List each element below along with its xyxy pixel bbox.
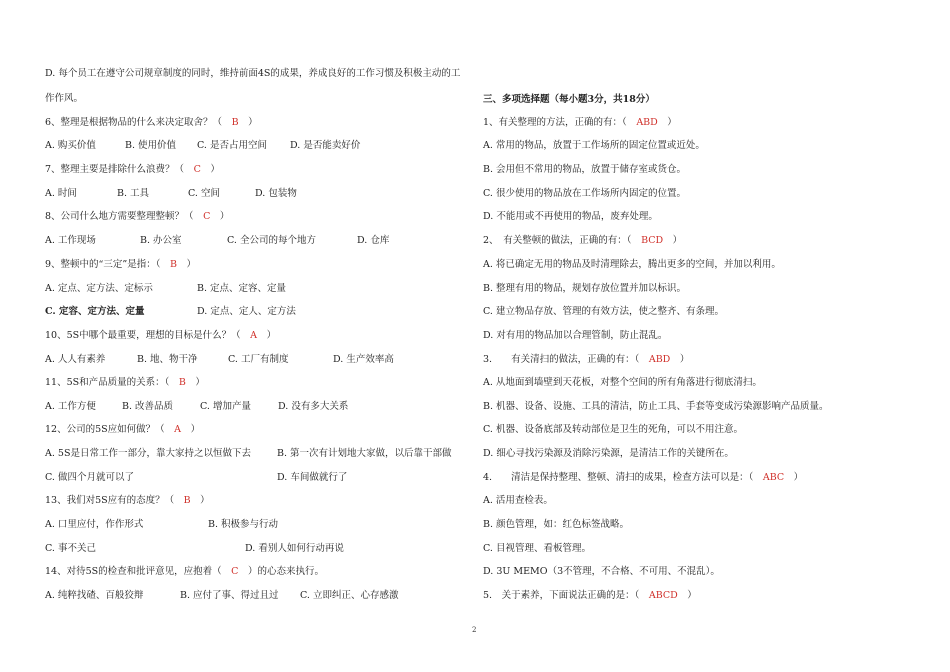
answer: ABD xyxy=(636,117,658,128)
answer: BCD xyxy=(641,235,664,246)
question-text: 13、我们对5S应有的态度？（ xyxy=(45,495,175,506)
section-header: 三、多项选择题（每小题3分，共18分） xyxy=(483,94,655,105)
page-number: 2 xyxy=(472,626,477,634)
option: D. 不能用或不再使用的物品，废弃处理。 xyxy=(483,211,658,222)
option: D. 3U MEMO（3不管理，不合格、不可用、不混乱）。 xyxy=(483,566,720,577)
question-tail: ） xyxy=(793,472,804,483)
question-text: 5. 关于素养，下面说法正确的是：（ xyxy=(483,590,640,601)
option: D. 定点、定人、定方法 xyxy=(197,306,296,317)
option: D. 生产效率高 xyxy=(333,354,394,365)
question-tail: ） xyxy=(667,117,677,128)
multi-question-1 xyxy=(483,117,677,129)
option: A. 口里应付，作作形式 xyxy=(45,519,144,530)
answer: A xyxy=(174,424,182,435)
option: A. 工作现场 xyxy=(45,235,96,246)
left-line-2: 作作风。 xyxy=(45,93,84,104)
answer: C xyxy=(193,164,201,175)
answer: B xyxy=(170,259,178,270)
option: A. 将已确定无用的物品及时清理除去，腾出更多的空间，并加以利用。 xyxy=(483,259,781,270)
answer: B xyxy=(183,495,191,506)
question-13 xyxy=(45,495,210,507)
option: B. 工具 xyxy=(117,188,150,199)
option: C. 立即纠正、心存感激 xyxy=(300,590,399,601)
option: C. 增加产量 xyxy=(200,401,251,412)
option: D. 包装物 xyxy=(255,188,297,199)
question-text: 12、公司的5S应如何做？（ xyxy=(45,424,165,435)
multi-question-2 xyxy=(483,235,682,247)
question-9 xyxy=(45,259,196,271)
option: A. 购买价值 xyxy=(45,140,96,151)
option: A. 工作方便 xyxy=(45,401,96,412)
multi-question-5 xyxy=(483,590,697,602)
option: B. 改善品质 xyxy=(122,401,174,412)
question-text: 14、对待5S的检查和批评意见，应抱着（ xyxy=(45,566,222,577)
question-tail: ） xyxy=(190,424,201,435)
question-tail: ） xyxy=(195,377,205,388)
question-text: 6、整理是根据物品的什么来决定取舍？（ xyxy=(45,117,223,128)
option: C. 定容、定方法、定量 xyxy=(45,306,145,317)
option: B. 积极参与行动 xyxy=(208,519,279,530)
question-text: 7、整理主要是排除什么浪费？（ xyxy=(45,164,185,175)
answer: C xyxy=(231,566,239,577)
question-14 xyxy=(45,566,324,578)
option: A. 5S是日常工作一部分，靠大家持之以恒做下去 xyxy=(45,448,251,459)
option: C. 做四个月就可以了 xyxy=(45,472,134,483)
option: C. 事不关己 xyxy=(45,543,96,554)
question-text: 11、5S和产品质量的关系：（ xyxy=(45,377,170,388)
question-text: 8、公司什么地方需要整理整顿？（ xyxy=(45,211,194,222)
answer: ABCD xyxy=(648,590,678,601)
question-8 xyxy=(45,211,229,223)
question-tail: ） xyxy=(266,330,277,341)
question-tail: ） xyxy=(672,235,683,246)
option: D. 没有多大关系 xyxy=(278,401,349,412)
question-text: 9、整顿中的“三定”是指：（ xyxy=(45,259,161,270)
option: A. 时间 xyxy=(45,188,77,199)
option: B. 应付了事、得过且过 xyxy=(180,590,279,601)
option: B. 会用但不常用的物品，放置于储存室或货仓。 xyxy=(483,164,687,175)
question-tail: ） xyxy=(210,164,220,175)
question-text: 1、有关整理的方法，正确的有：（ xyxy=(483,117,627,128)
option: D. 是否能卖好价 xyxy=(290,140,361,151)
option: A. 纯粹找碴、百般狡辩 xyxy=(45,590,144,601)
question-text: 4. 清洁是保持整理、整顿、清扫的成果，检查方法可以是：（ xyxy=(483,472,754,483)
option: A. 常用的物品，放置于工作场所的固定位置或近处。 xyxy=(483,140,705,151)
option: B. 定点、定容、定量 xyxy=(197,283,287,294)
option: C. 工厂有制度 xyxy=(228,354,289,365)
option: B. 地、物干净 xyxy=(137,354,198,365)
option: D. 看别人如何行动再说 xyxy=(245,543,344,554)
question-tail: ）的心态来执行。 xyxy=(247,566,324,577)
option: D. 对有用的物品加以合理管制，防止混乱。 xyxy=(483,330,668,341)
question-tail: ） xyxy=(679,354,690,365)
option: C. 目视管理、看板管理。 xyxy=(483,543,591,554)
question-11 xyxy=(45,377,205,389)
option: A. 从地面到墙壁到天花板，对整个空间的所有角落进行彻底清扫。 xyxy=(483,377,762,388)
question-tail: ） xyxy=(186,259,197,270)
option: B. 使用价值 xyxy=(125,140,177,151)
answer: ABD xyxy=(648,354,671,365)
question-tail: ） xyxy=(200,495,210,506)
option: D. 细心寻找污染源及消除污染源，是清洁工作的关键所在。 xyxy=(483,448,734,459)
option: C. 建立物品存放、管理的有效方法，使之整齐、有条理。 xyxy=(483,306,724,317)
question-tail: ） xyxy=(248,117,258,128)
question-12 xyxy=(45,424,200,436)
answer: A xyxy=(250,330,258,341)
multi-question-4 xyxy=(483,472,803,484)
answer: C xyxy=(203,211,211,222)
answer: B xyxy=(178,377,186,388)
option: B. 第一次有计划地大家做，以后靠干部做 xyxy=(277,448,452,459)
multi-question-3 xyxy=(483,354,689,366)
option: C. 全公司的每个地方 xyxy=(227,235,316,246)
option: D. 仓库 xyxy=(357,235,390,246)
answer: B xyxy=(231,117,239,128)
question-tail: ） xyxy=(687,590,697,601)
option: B. 整理有用的物品，规划存放位置并加以标识。 xyxy=(483,283,687,294)
option: C. 机器、设备底部及转动部位是卫生的死角，可以不用注意。 xyxy=(483,424,743,435)
question-text: 3. 有关清扫的做法，正确的有：（ xyxy=(483,354,640,365)
question-text: 10、5S中哪个最重要，理想的目标是什么？（ xyxy=(45,330,241,341)
option: B. 机器、设备、设施、工具的清洁，防止工具、手套等变成污染源影响产品质量。 xyxy=(483,401,829,412)
question-tail: ） xyxy=(219,211,230,222)
question-10 xyxy=(45,330,276,342)
option: C. 空间 xyxy=(188,188,220,199)
option: A. 定点、定方法、定标示 xyxy=(45,283,153,294)
option: C. 是否占用空间 xyxy=(197,140,267,151)
question-6 xyxy=(45,117,258,129)
option: B. 办公室 xyxy=(140,235,182,246)
option: D. 车间做就行了 xyxy=(277,472,348,483)
left-line-1: D. 每个员工在遵守公司规章制度的同时，维持前面4S的成果，养成良好的工作习惯及积极主动的工 xyxy=(45,68,461,79)
option: B. 颜色管理，如：红色标签战略。 xyxy=(483,519,630,530)
question-7 xyxy=(45,164,220,176)
option: C. 很少使用的物品放在工作场所内固定的位置。 xyxy=(483,188,686,199)
answer: ABC xyxy=(762,472,785,483)
option: A. 活用查检表。 xyxy=(483,495,553,506)
question-text: 2、 有关整顿的做法，正确的有：（ xyxy=(483,235,632,246)
option: A. 人人有素养 xyxy=(45,354,106,365)
